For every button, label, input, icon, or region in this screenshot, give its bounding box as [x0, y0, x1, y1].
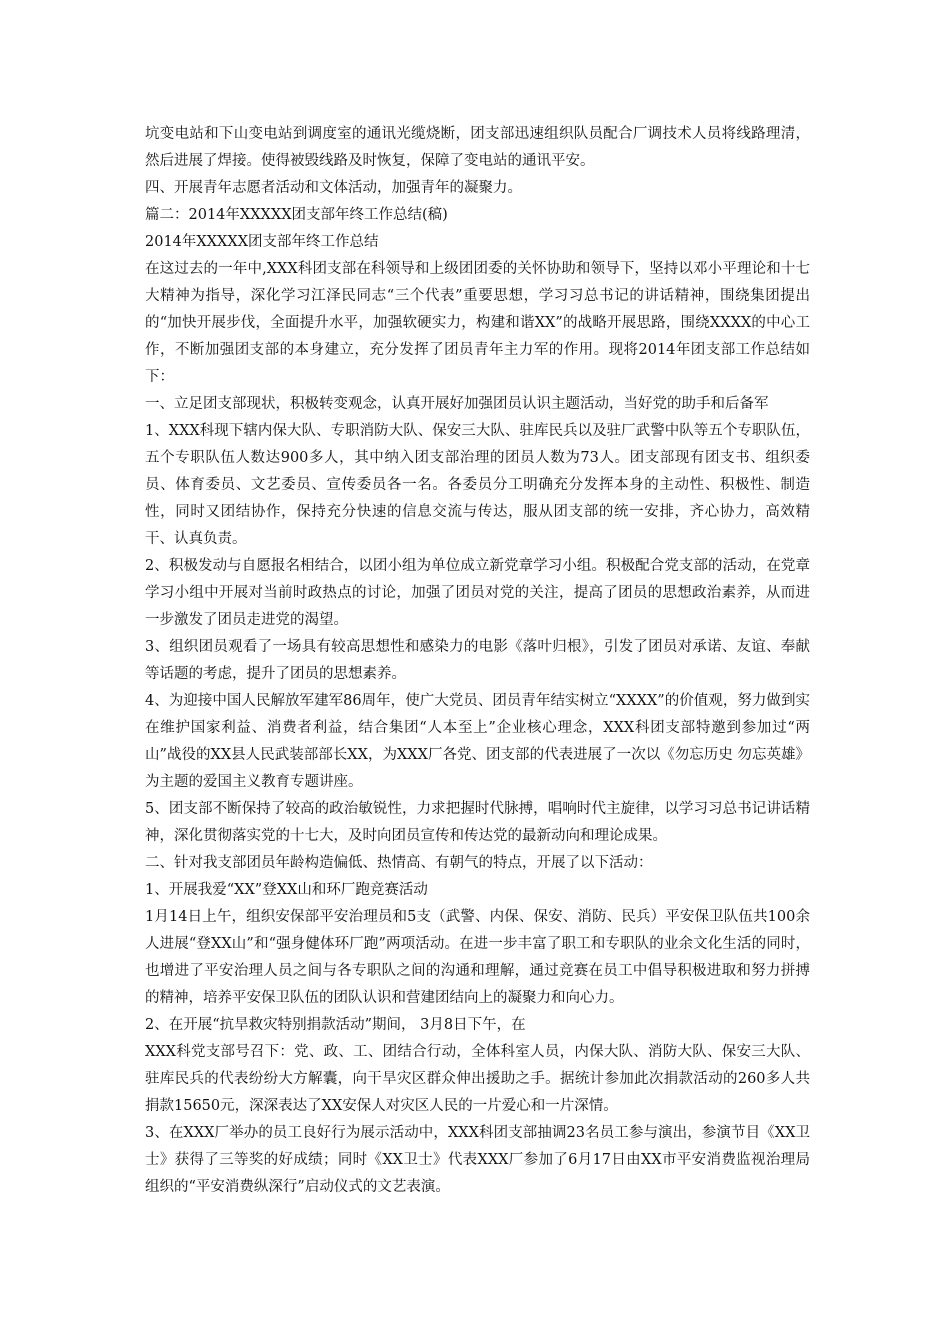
paragraph-item-2: 2、积极发动与自愿报名相结合，以团小组为单位成立新党章学习小组。积极配合党支部的活动，在党章学习小组中开展对当前时政热点的讨论，加强了团员对党的关注，提高了团员的思想政治素养，从而进一步激发了团员走进党的渴望。 — [145, 558, 810, 628]
paragraph-item-4: 4、为迎接中国人民解放军建军86周年，使广大党员、团员青年结实树立“XXXX”的价值观，努力做到实在维护国家利益、消费者利益，结合集团“人本至上”企业核心理念，XXX科团支部特邀到参加过“两山”战役的XX县人民武装部部长XX，为XXX厂各党、团支部的代表进展了一次以《勿忘历史 勿忘英雄》为主题的爱国主义教育专题讲座。 — [145, 693, 810, 790]
paragraph-section-four-heading: 四、开展青年志愿者活动和文体活动，加强青年的凝聚力。 — [145, 180, 522, 196]
paragraph-item-5: 5、团支部不断保持了较高的政治敏锐性，力求把握时代脉搏，唱响时代主旋律，以学习习总书记讲话精神，深化贯彻落实党的十七大，及时向团员宣传和传达党的最新动向和理论成果。 — [145, 801, 810, 844]
paragraph-summary-title: 2014年XXXXX团支部年终工作总结 — [145, 234, 379, 250]
document-body — [145, 121, 810, 1201]
paragraph-section-one-heading: 一、立足团支部现状，积极转变观念，认真开展好加强团员认识主题活动，当好党的助手和后备军 — [145, 396, 769, 412]
paragraph-chapter-two-title: 篇二：2014年XXXXX团支部年终工作总结(稿) — [145, 207, 448, 223]
paragraph-item-3: 3、组织团员观看了一场具有较高思想性和感染力的电影《落叶归根》，引发了团员对承诺、友谊、奉献等话题的考虑，提升了团员的思想素养。 — [145, 639, 810, 682]
paragraph-activity-2-body: XXX科党支部号召下：党、政、工、团结合行动，全体科室人员，内保大队、消防大队、保安三大队、驻库民兵的代表纷纷大方解囊，向干旱灾区群众伸出援助之手。据统计参加此次捐款活动的260多人共捐款15650元，深深表达了XX安保人对灾区人民的一片爱心和一片深情。 — [145, 1044, 810, 1114]
paragraph-activity-2-heading: 2、在开展“抗旱救灾特别捐款活动”期间， 3月8日下午，在 — [145, 1017, 526, 1033]
paragraph-item-1: 1、XXX科现下辖内保大队、专职消防大队、保安三大队、驻库民兵以及驻厂武警中队等五个专职队伍，五个专职队伍人数达900多人，其中纳入团支部治理的团员人数为73人。团支部现有团支书、组织委员、体育委员、文艺委员、宣传委员各一名。各委员分工明确充分发挥本身的主动性、积极性、制造性，同时又团结协作，保持充分快速的信息交流与传达，服从团支部的统一安排，齐心协力，高效精干、认真负责。 — [145, 423, 810, 547]
paragraph-activity-3: 3、在XXX厂举办的员工良好行为展示活动中，XXX科团支部抽调23名员工参与演出，参演节目《XX卫士》获得了三等奖的好成绩；同时《XX卫士》代表XXX厂参加了6月17日由XX市平安消费监视治理局组织的“平安消费纵深行”启动仪式的文艺表演。 — [145, 1125, 810, 1195]
paragraph-activity-1-heading: 1、开展我爱“XX”登XX山和环厂跑竞赛活动 — [145, 882, 428, 898]
paragraph-substation-repair: 坑变电站和下山变电站到调度室的通讯光缆烧断，团支部迅速组织队员配合厂调技术人员将线路理清，然后进展了焊接。使得被毁线路及时恢复，保障了变电站的通讯平安。 — [145, 126, 810, 169]
paragraph-section-two-heading: 二、针对我支部团员年龄构造偏低、热情高、有朝气的特点，开展了以下活动： — [145, 855, 653, 871]
paragraph-intro: 在这过去的一年中,XXX科团支部在科领导和上级团团委的关怀协助和领导下，坚持以邓小平理论和十七大精神为指导，深化学习江泽民同志“三个代表”重要思想，学习习总书记的讲话精神，围绕集团提出的“加快开展步伐，全面提升水平，加强软硬实力，构建和谐XX”的战略开展思路，围绕XXXX的中心工作，不断加强团支部的本身建立，充分发挥了团员青年主力军的作用。现将2014年团支部工作总结如下： — [145, 261, 810, 385]
paragraph-activity-1-body: 1月14日上午，组织安保部平安治理员和5支（武警、内保、保安、消防、民兵）平安保卫队伍共100余人进展“登XX山”和“强身健体环厂跑”两项活动。在进一步丰富了职工和专职队的业余文化生活的同时，也增进了平安治理人员之间与各专职队之间的沟通和理解，通过竞赛在员工中倡导积极进取和努力拼搏的精神，培养平安保卫队伍的团队认识和营建团结向上的凝聚力和向心力。 — [145, 909, 810, 1006]
